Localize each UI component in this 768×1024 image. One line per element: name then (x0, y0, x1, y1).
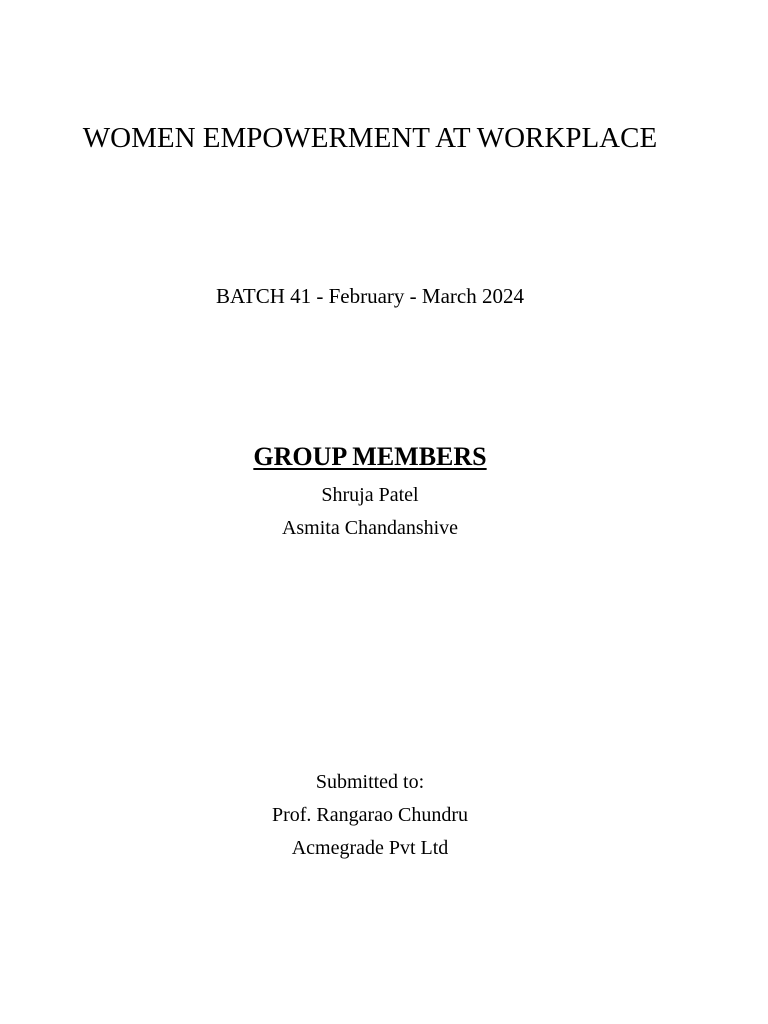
group-members-heading-text: GROUP MEMBERS (253, 442, 487, 471)
document-title: WOMEN EMPOWERMENT AT WORKPLACE (82, 122, 658, 154)
organization-name: Acmegrade Pvt Ltd (291, 837, 449, 859)
group-members-heading (0, 440, 740, 474)
batch-info: BATCH 41 - February - March 2024 (216, 284, 524, 308)
member-name: Shruja Patel (321, 484, 419, 506)
member-name: Asmita Chandanshive (281, 517, 459, 539)
recipient-name: Prof. Rangarao Chundru (271, 804, 469, 826)
submitted-to-label: Submitted to: (315, 771, 425, 793)
